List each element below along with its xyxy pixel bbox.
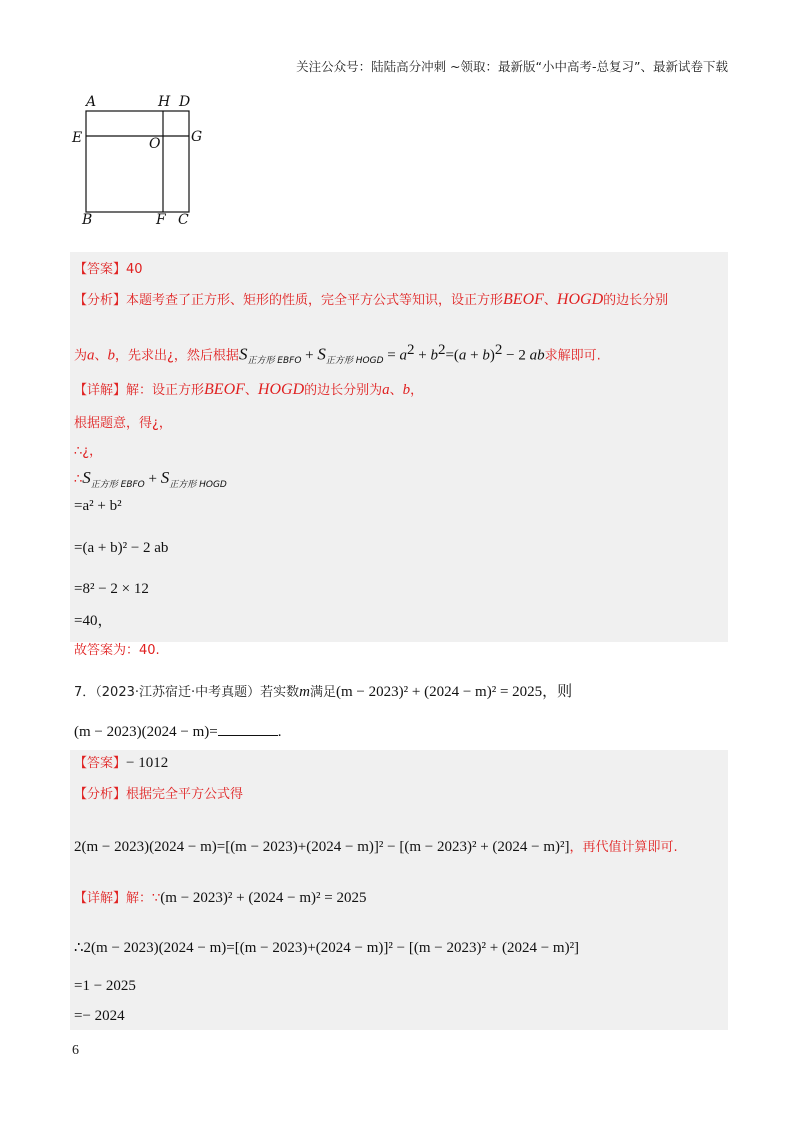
point-label-h: H (158, 94, 171, 110)
point-label-d: D (179, 94, 191, 110)
analysis-expression: 2(m − 2023)(2024 − m)=[(m − 2023)+(2024 − m)]² − [(m − 2023)² + (2024 − m)²] (74, 839, 570, 855)
analysis-text: 的边长分别 (603, 293, 669, 308)
q7-detail-line-3: =1 − 2025 (74, 978, 136, 994)
q6-detail-line-4: $\therefore S_{正方形 EBFO} + S_{正方形 HOGD}$ (74, 468, 227, 490)
var-b: b (402, 382, 411, 398)
q7-detail-line-2: ∴2(m − 2023)(2024 − m)=[(m − 2023)+(2024 − m)]² − [(m − 2023)² + (2024 − m)²] (74, 940, 580, 956)
answer-tag: 【答案】 (74, 262, 127, 277)
therefore-symbol: ∴ (74, 472, 83, 487)
point-label-f: F (156, 212, 166, 228)
question-expression: (m − 2023)(2024 − m)= (74, 724, 218, 740)
analysis-text: ，先求出¿，然后根据 (115, 348, 239, 364)
var-b: b (107, 347, 116, 364)
square-name-beof: BEOF (204, 381, 245, 398)
analysis-text: 为 (74, 348, 88, 364)
q6-detail-line-3: ∴¿， (74, 444, 103, 459)
var-a: a (87, 347, 95, 364)
q6-detail-line-1: 【详解】解：设正方形BEOF、HOGD的边长分别为a、b， (74, 381, 424, 398)
answer-tag: 【答案】 (74, 756, 127, 771)
detail-text: 的边长分别为 (304, 383, 383, 398)
question-equation: (m − 2023)² + (2024 − m)² = 2025，则 (336, 684, 573, 700)
answer-value: 40 (126, 262, 143, 277)
square-name-beof: BEOF (503, 291, 544, 308)
formula-subscript: 正方形 HOGD (169, 480, 227, 490)
separator: 、 (244, 383, 258, 398)
question-text: 满足 (310, 685, 337, 700)
detail-tag: 【详解】 (74, 891, 127, 906)
question-source: （2023·江苏宿迁·中考真题） (95, 685, 261, 700)
detail-text: 解：设正方形 (126, 383, 205, 398)
square-name-hogd: HOGD (257, 381, 305, 398)
square-name-hogd: HOGD (556, 291, 604, 308)
q6-solution-block (70, 252, 728, 642)
question-text: 若实数 (260, 685, 300, 700)
formula-subscript: 正方形 EBFO (90, 480, 145, 490)
formula-subscript: 正方形 EBFO (247, 356, 302, 367)
page-number: 6 (72, 1043, 79, 1058)
q6-detail-line-2: 根据题意，得¿， (74, 416, 172, 431)
analysis-tag: 【分析】 (74, 293, 127, 308)
analysis-text: 求解即可. (544, 348, 601, 364)
point-label-o: O (149, 136, 161, 152)
q6-detail-line-7: =8² − 2 × 12 (74, 581, 149, 597)
q7-stem-line-2 (74, 723, 281, 741)
point-label-e: E (72, 130, 83, 146)
q7-analysis-line-2 (74, 836, 678, 856)
analysis-text: 根据完全平方公式得 (126, 787, 244, 802)
geometry-figure (70, 94, 210, 232)
q6-answer-line (74, 258, 143, 277)
point-label-a: A (86, 94, 97, 110)
answer-blank[interactable] (218, 723, 278, 736)
var-m: m (299, 684, 310, 700)
question-number: 7． (74, 685, 96, 700)
q6-analysis-line-2: 为a、b，先求出¿，然后根据$S_{正方形 EBFO} + S_{正方形 HOGD} = a^2 + b^2=(a + b)^2 - 2$ ab求解即可. (74, 342, 601, 367)
q7-detail-line-1 (74, 887, 366, 907)
var-a: a (382, 382, 390, 398)
analysis-tag: 【分析】 (74, 787, 127, 802)
q7-answer-line (74, 752, 168, 772)
point-label-b: B (82, 212, 93, 228)
q6-detail-line-6: =(a + b)² − 2 ab (74, 540, 169, 556)
detail-text: 解：∵ (126, 891, 161, 906)
q6-detail-line-8: =40， (74, 613, 113, 629)
analysis-text: 本题考查了正方形、矩形的性质，完全平方公式等知识，设正方形 (126, 293, 504, 308)
point-label-c: C (178, 212, 189, 228)
detail-tag: 【详解】 (74, 383, 127, 398)
detail-expression: (m − 2023)² + (2024 − m)² = 2025 (160, 890, 367, 906)
q6-conclusion: 故答案为：40. (74, 643, 160, 658)
q7-detail-line-4: =− 2024 (74, 1008, 125, 1024)
page-header: 关注公众号：陆陆高分冲刺 ~领取：最新版“小中高考-总复习”、最新试卷下载 (296, 59, 728, 74)
q7-analysis-line-1 (74, 783, 243, 802)
separator: 、 (543, 293, 557, 308)
q6-analysis-line-1 (74, 289, 668, 309)
answer-value: − 1012 (126, 755, 169, 771)
analysis-text: ，再代值计算即可. (569, 840, 678, 855)
q7-stem-line-1 (74, 680, 572, 701)
formula-subscript: 正方形 HOGD (325, 356, 384, 367)
point-label-g: G (191, 129, 203, 145)
question-end: . (277, 724, 282, 740)
q6-detail-line-5: =a² + b² (74, 498, 122, 514)
